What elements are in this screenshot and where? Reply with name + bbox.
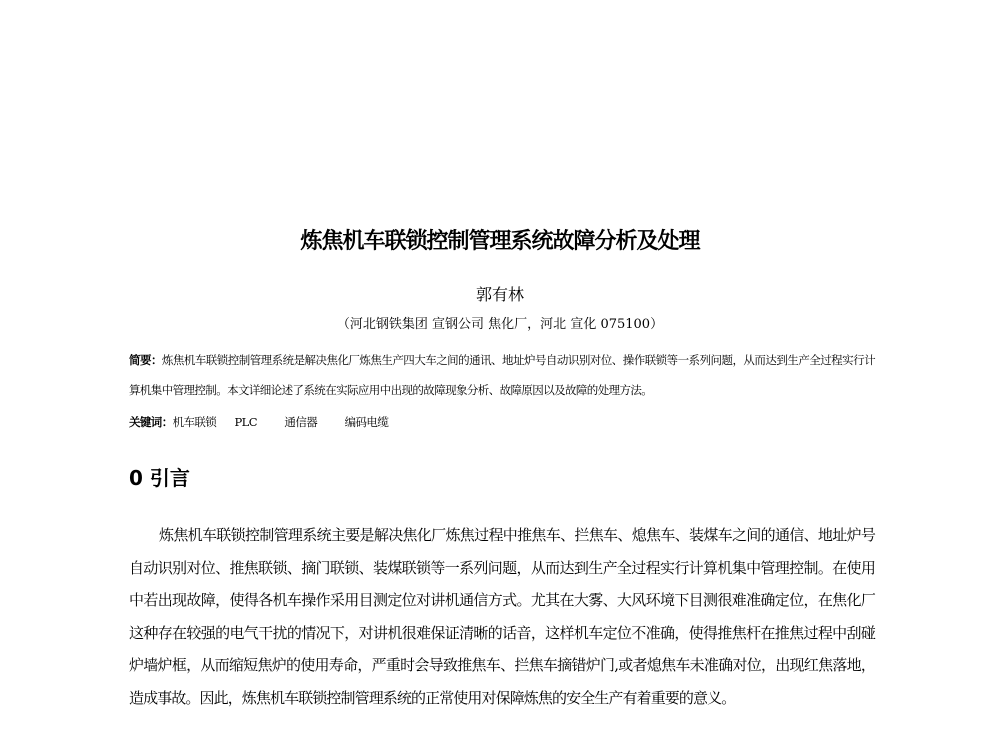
keywords-text: 机车联锁 PLC 通信器 编码电缆 [172, 415, 389, 429]
abstract-label: 简要： [129, 353, 162, 367]
paper-title: 炼焦机车联锁控制管理系统故障分析及处理 [300, 229, 700, 254]
abstract-text: 炼焦机车联锁控制管理系统是解决焦化厂炼焦生产四大车之间的通讯、地址炉号自动识别对位、操作联锁等一系列问题，从而达到生产全过程实行计算机集中管理控制。本文详细论述了系统在实际应用中出现的故障现象分析、故障原因以及故障的处理方法。 [129, 353, 875, 397]
author-name: 郭有林 [475, 285, 524, 304]
section-heading: 0 引言 [129, 466, 190, 490]
abstract [129, 345, 875, 405]
keywords [129, 409, 875, 435]
keywords-label: 关键词： [129, 415, 173, 429]
body-paragraph: 炼焦机车联锁控制管理系统主要是解决焦化厂炼焦过程中推焦车、拦焦车、熄焦车、装煤车之间的通信、地址炉号自动识别对位、推焦联锁、摘门联锁、装煤联锁等一系列问题，从而达到生产全过程实行计算机集中管理控制。在使用中若出现故障，使得各机车操作采用目测定位对讲机通信方式。尤其在大雾、大风环境下目测很难准确定位，在焦化厂这种存在较强的电气干扰的情况下，对讲机很难保证清晰的话音，这样机车定位不准确，使得推焦杆在推焦过程中刮碰炉墙炉框，从而缩短焦炉的使用寿命，严重时会导致推焦车、拦焦车摘错炉门,或者熄焦车未准确对位，出现红焦落地，造成事故。因此，炼焦机车联锁控制管理系统的正常使用对保障炼焦的安全生产有着重要的意义。 [129, 526, 875, 707]
author-affiliation: （河北钢铁集团 宣钢公司 焦化厂，河北 宣化 075100） [336, 317, 664, 332]
